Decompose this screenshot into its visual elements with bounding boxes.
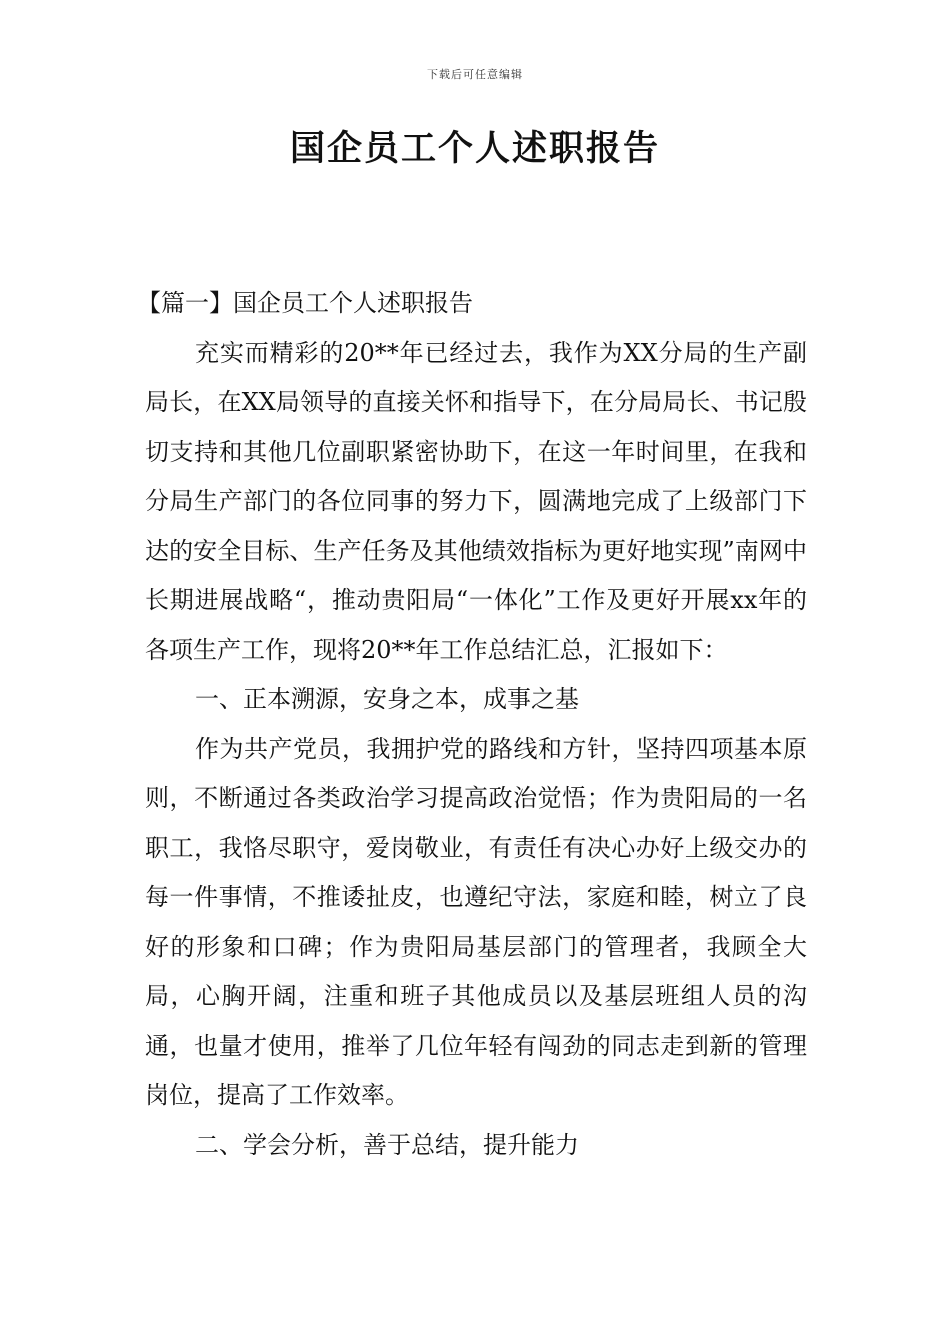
subheading-2: 二、学会分析，善于总结，提升能力 [195,1130,579,1159]
document-body [137,279,807,1170]
paragraph-intro: 充实而精彩的20**年已经过去，我作为XX分局的生产副局长，在XX局领导的直接关怀和指导下，在分局局长、书记殷切支持和其他几位副职紧密协助下，在这一年时间里，在我和分局生产部门的各位同事的努力下，圆满地完成了上级部门下达的安全目标、生产任务及其他绩效指标为更好地实现”南网中长期进展战略“，推动贵阳局“一体化”工作及更好开展xx年的各项生产工作，现将20**年工作总结汇总，汇报如下： [145,338,807,664]
paragraph-politics: 作为共产党员，我拥护党的路线和方针，坚持四项基本原则，不断通过各类政治学习提高政治觉悟；作为贵阳局的一名职工，我恪尽职守，爱岗敬业，有责任有决心办好上级交办的每一件事情，不推诿扯皮，也遵纪守法，家庭和睦，树立了良好的形象和口碑；作为贵阳局基层部门的管理者，我顾全大局，心胸开阔，注重和班子其他成员以及基层班组人员的沟通，也量才使用，推举了几位年轻有闯劲的同志走到新的管理岗位，提高了工作效率。 [145,734,807,1109]
document-title: 国企员工个人述职报告 [289,129,660,169]
subheading-1: 一、正本溯源，安身之本，成事之基 [195,685,579,713]
header-note: 下载后可任意编辑 [427,68,523,81]
section-heading: 【篇一】国企员工个人述职报告 [137,289,473,317]
